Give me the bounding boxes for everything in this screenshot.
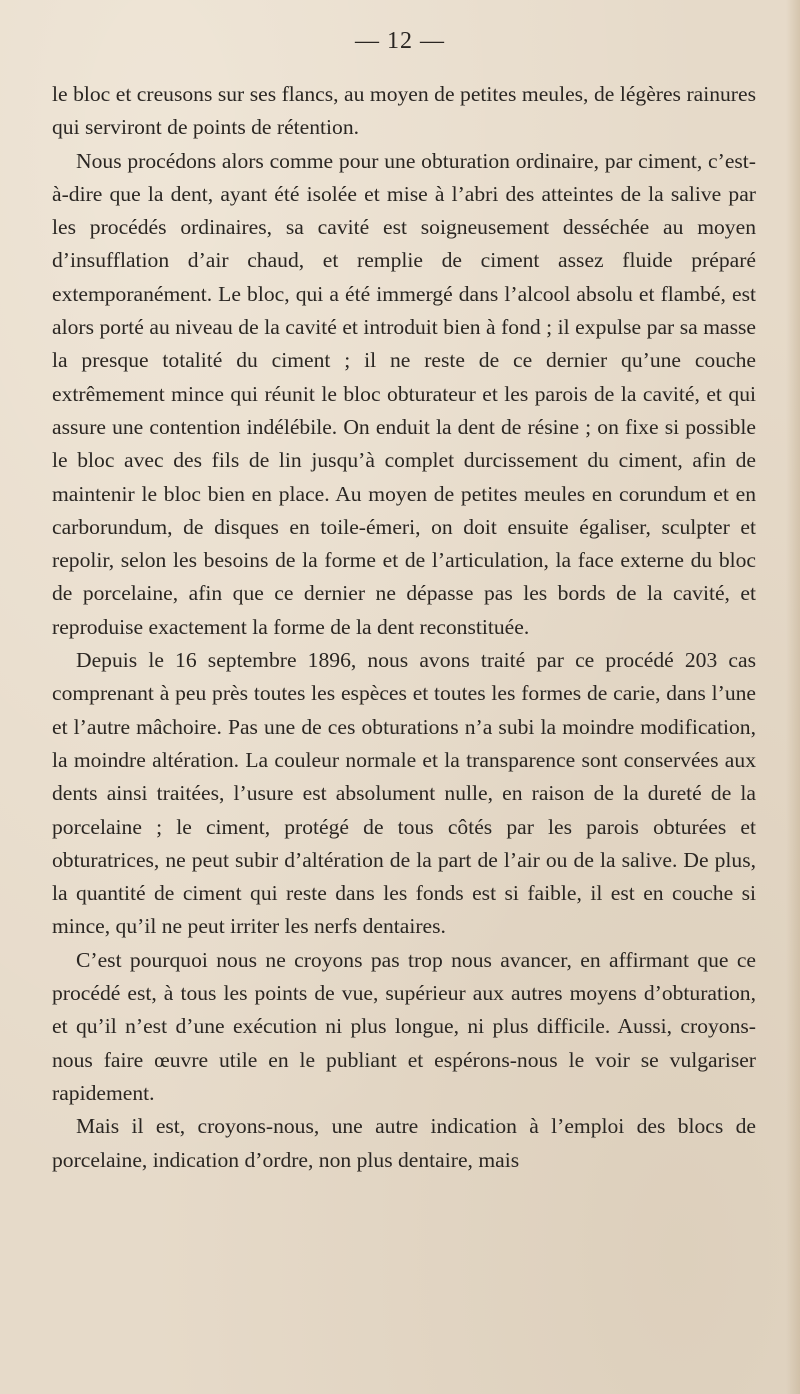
paragraph: C’est pourquoi nous ne croyons pas trop nous avancer, en affirmant que ce procédé est, à tous les points de vue, supérieur aux autres moyens d’obturation, et qu’il n’est d’une exécution ni plus longue, ni plus difficile. Aussi, croyons-nous faire œuvre utile en le publiant et espérons-nous le voir se vulgariser rapidement. [52, 947, 756, 1105]
page-number: — 12 — [355, 28, 445, 54]
body-text [52, 78, 756, 1177]
paragraph: Depuis le 16 septembre 1896, nous avons traité par ce procédé 203 cas comprenant à peu près toutes les espèces et toutes les formes de carie, dans l’une et l’autre mâchoire. Pas une de ces obturations n’a subi la moindre modification, la moindre altération. La couleur normale et la transparence sont conservées aux dents ainsi traitées, l’usure est absolument nulle, en raison de la dureté de la porcelaine ; le ciment, protégé de tous côtés par les parois obturées et obturatrices, ne peut subir d’altération de la part de l’air ou de la salive. De plus, la quantité de ciment qui reste dans les fonds est si faible, il est en couche si mince, qu’il ne peut irriter les nerfs dentaires. [52, 648, 756, 939]
paragraph: Mais il est, croyons-nous, une autre indication à l’emploi des blocs de porcelaine, indication d’ordre, non plus dentaire, mais [52, 1114, 756, 1172]
paragraph-continued: le bloc et creusons sur ses flancs, au moyen de petites meules, de légères rainures qui serviront de points de rétention. [52, 82, 756, 140]
paragraph: Nous procédons alors comme pour une obturation ordinaire, par ciment, c’est-à-dire que la dent, ayant été isolée et mise à l’abri des atteintes de la salive par les procédés ordinaires, sa cavité est soigneusement desséchée au moyen d’insufflation d’air chaud, et remplie de ciment assez fluide préparé extemporanément. Le bloc, qui a été immergé dans l’alcool absolu et flambé, est alors porté au niveau de la cavité et introduit bien à fond ; il expulse par sa masse la presque totalité du ciment ; il ne reste de ce dernier qu’une couche extrêmement mince qui réunit le bloc obturateur et les parois de la cavité, et qui assure une contention indélébile. On enduit la dent de résine ; on fixe si possible le bloc avec des fils de lin jusqu’à complet durcissement du ciment, afin de maintenir le bloc bien en place. Au moyen de petites meules en corundum et en carborundum, de disques en toile-émeri, on doit ensuite égaliser, sculpter et repolir, selon les besoins de la forme et de l’articulation, la face externe du bloc de porcelaine, afin que ce dernier ne dépasse pas les bords de la cavité, et reproduise exactement la forme de la dent reconstituée. [52, 148, 756, 639]
page-edge-shadow [786, 0, 800, 1394]
